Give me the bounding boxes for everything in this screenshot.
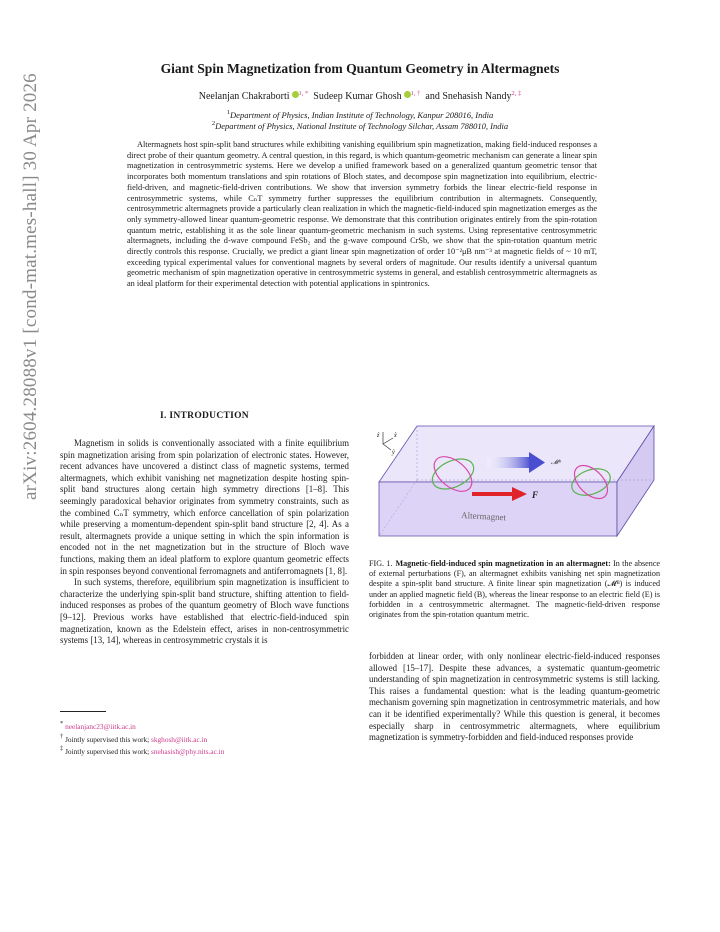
paragraph: In such systems, therefore, equilibrium spin magnetization is insufficient to characterize the underlying spin-split band structure, shifting attention to field-induced responses as probes of the quantum geometry of Bloch wave functions [9–12]. Previous works have established that electric-field-induced spin magnetization, known as the Edelstein effect, arises in non-centrosymmetric systems [13, 14], whereas in centrosymmetric crystals it is: [60, 577, 349, 646]
orcid-icon[interactable]: [292, 91, 299, 98]
author-line: [0, 90, 720, 102]
figure-title: Magnetic-field-induced spin magnetization in an altermagnet:: [395, 559, 611, 568]
author-name: Sudeep Kumar Ghosh: [313, 91, 402, 102]
author-superscript[interactable]: 2, ‡: [511, 90, 522, 97]
footnote: ‡ Jointly supervised this work; snehasish@phy.nits.ac.in: [60, 745, 225, 757]
affiliation-2: $^2$Department of Physics, National Institute of Technology Silchar, Assam 788010, India: [211, 120, 509, 131]
arxiv-sidebar-id: arXiv:2604.28088v1 [cond-mat.mes-hall] 30 Apr 2026: [20, 73, 41, 500]
paragraph: forbidden at linear order, with only nonlinear electric-field-induced responses allowed [15–17]. Despite these advances, a systematic quantum-geometric understanding of spin magnetization in centrosymmetric systems is still lacking. This raises a fundamental question: what is the leading quantum-geometric mechanism governing spin magnetization in centrosymmetric materials, and how can it be identified experimentally? While this question is general, it becomes especially sharp in centrosymmetric altermagnets, where equilibrium magnetization is symmetry-forbidden and field-induced responses provide: [369, 651, 660, 743]
footnote: † Jointly supervised this work; skghosh@iitk.ac.in: [60, 732, 208, 744]
orcid-icon[interactable]: [404, 91, 411, 98]
email-link[interactable]: neelanjanc23@iitk.ac.in: [65, 722, 136, 731]
paper-title: Giant Spin Magnetization from Quantum Geometry in Altermagnets: [160, 61, 560, 76]
author-name: and Snehasish Nandy: [425, 91, 512, 102]
slab-label: Altermagnet: [460, 510, 507, 523]
abstract: Altermagnets host spin-split band structures while exhibiting vanishing equilibrium spin magnetization, making field-induced responses a direct probe of their quantum geometry. A central question, in this regard, is which quantum-geometric mechanism can generate a linear spin magnetization in centrosymmetric systems. Here we develop a unified framework based on a generalized quantum geometric tensor that incorporates both momentum translations and spin rotations of Bloch states, and decompose spin magnetization into equilibrium, electric-field-driven, and magnetic-field-driven contributions. We show that inversion symmetry forbids the linear electric-field response in centrosymmetric systems, while CₙT symmetry further suppresses the equilibrium contribution in altermagnets. Consequently, centrosymmetric altermagnets provide a particularly clean realization in which the magnetic-field-induced spin magnetization emerges as the only symmetry-allowed linear quantum-geometric response. We demonstrate that this contribution originates entirely from the spin-rotation quantum metric, establishing it as the sole linear quantum-geometric mechanism in such systems. Using representative centrosymmetric altermagnets, including the d-wave compound FeSb₂ and the g-wave compound CrSb, we show that the spin-rotation quantum metric directly controls this response. Crucially, we predict a giant linear spin magnetization of order 10⁻²μB nm⁻³ at magnetic fields of ~ 10 mT, exceeding typical experimental values for conventional magnets by several orders of magnitude. Our results identify a universal quantum geometric mechanism of spin magnetization operative in centrosymmetric systems in general, and establish centrosymmetric altermagnets as an ideal platform for their experimental detection with potential applications in spintronics.: [127, 140, 597, 289]
email-link[interactable]: snehasish@phy.nits.ac.in: [151, 747, 225, 757]
author-superscript[interactable]: 1, †: [410, 90, 421, 97]
author-superscript[interactable]: 1, *: [298, 90, 309, 97]
figure-caption: [369, 559, 660, 620]
slab-top: [379, 426, 654, 482]
figure-caption-text: In the absence of external perturbations (F), an altermagnet exhibits vanishing net spin magnetization despite a spin-split band structure. A finite linear spin magnetization (𝓜ᴮ) is induced under an applied magnetic field (B), whereas the linear response to an electric field (E) is forbidden in a centrosymmetric altermagnet. The magnetic-field-driven response originates from the spin-rotation quantum metric.: [369, 559, 661, 620]
axis-y-label: ŷ: [392, 450, 395, 456]
force-label: F: [532, 490, 539, 500]
email-link[interactable]: skghosh@iitk.ac.in: [151, 734, 208, 744]
paragraph: Magnetism in solids is conventionally associated with a finite equilibrium spin magnetization arising from spin polarization of electronic states. However, recent advances have uncovered a distinct class of magnetic systems, termed altermagnets, which exhibit vanishing net magnetization despite hosting spin-split band structures along certain high symmetry directions [1–8]. This seemingly paradoxical behavior originates from symmetry constraints, such as the combined CₙT symmetry, which enforce cancellation of spin polarization while preserving a momentum-dependent spin-split band structure [2, 4]. As a result, altermagnets provide a unique setting in which the spin information is encoded not in the net magnetization but in the structure of Bloch wave functions, making them an ideal platform to explore quantum geometric effects in spin responses beyond conventional ferromagnets and antiferromagnets [1, 8].: [60, 438, 349, 576]
axes-icon: [383, 432, 393, 450]
left-column: [60, 438, 349, 647]
footnote-rule: [60, 711, 106, 712]
footnotes: [60, 719, 349, 757]
author-name: Neelanjan Chakraborti: [198, 91, 290, 102]
figure-1: [369, 396, 660, 546]
axis-z-label: ẑ: [377, 433, 380, 439]
axis-x-label: x̂: [394, 433, 397, 439]
right-column: [369, 651, 660, 744]
footnote: * neelanjanc23@iitk.ac.in: [60, 720, 136, 731]
affiliation-1: $^1$Department of Physics, Indian Institute of Technology, Kanpur 208016, India: [226, 109, 494, 120]
magnetization-label: 𝓜ᴮ: [551, 459, 562, 466]
slab-front: [379, 482, 617, 536]
figure-label: FIG. 1.: [369, 559, 393, 568]
section-heading: I. INTRODUCTION: [160, 411, 249, 421]
